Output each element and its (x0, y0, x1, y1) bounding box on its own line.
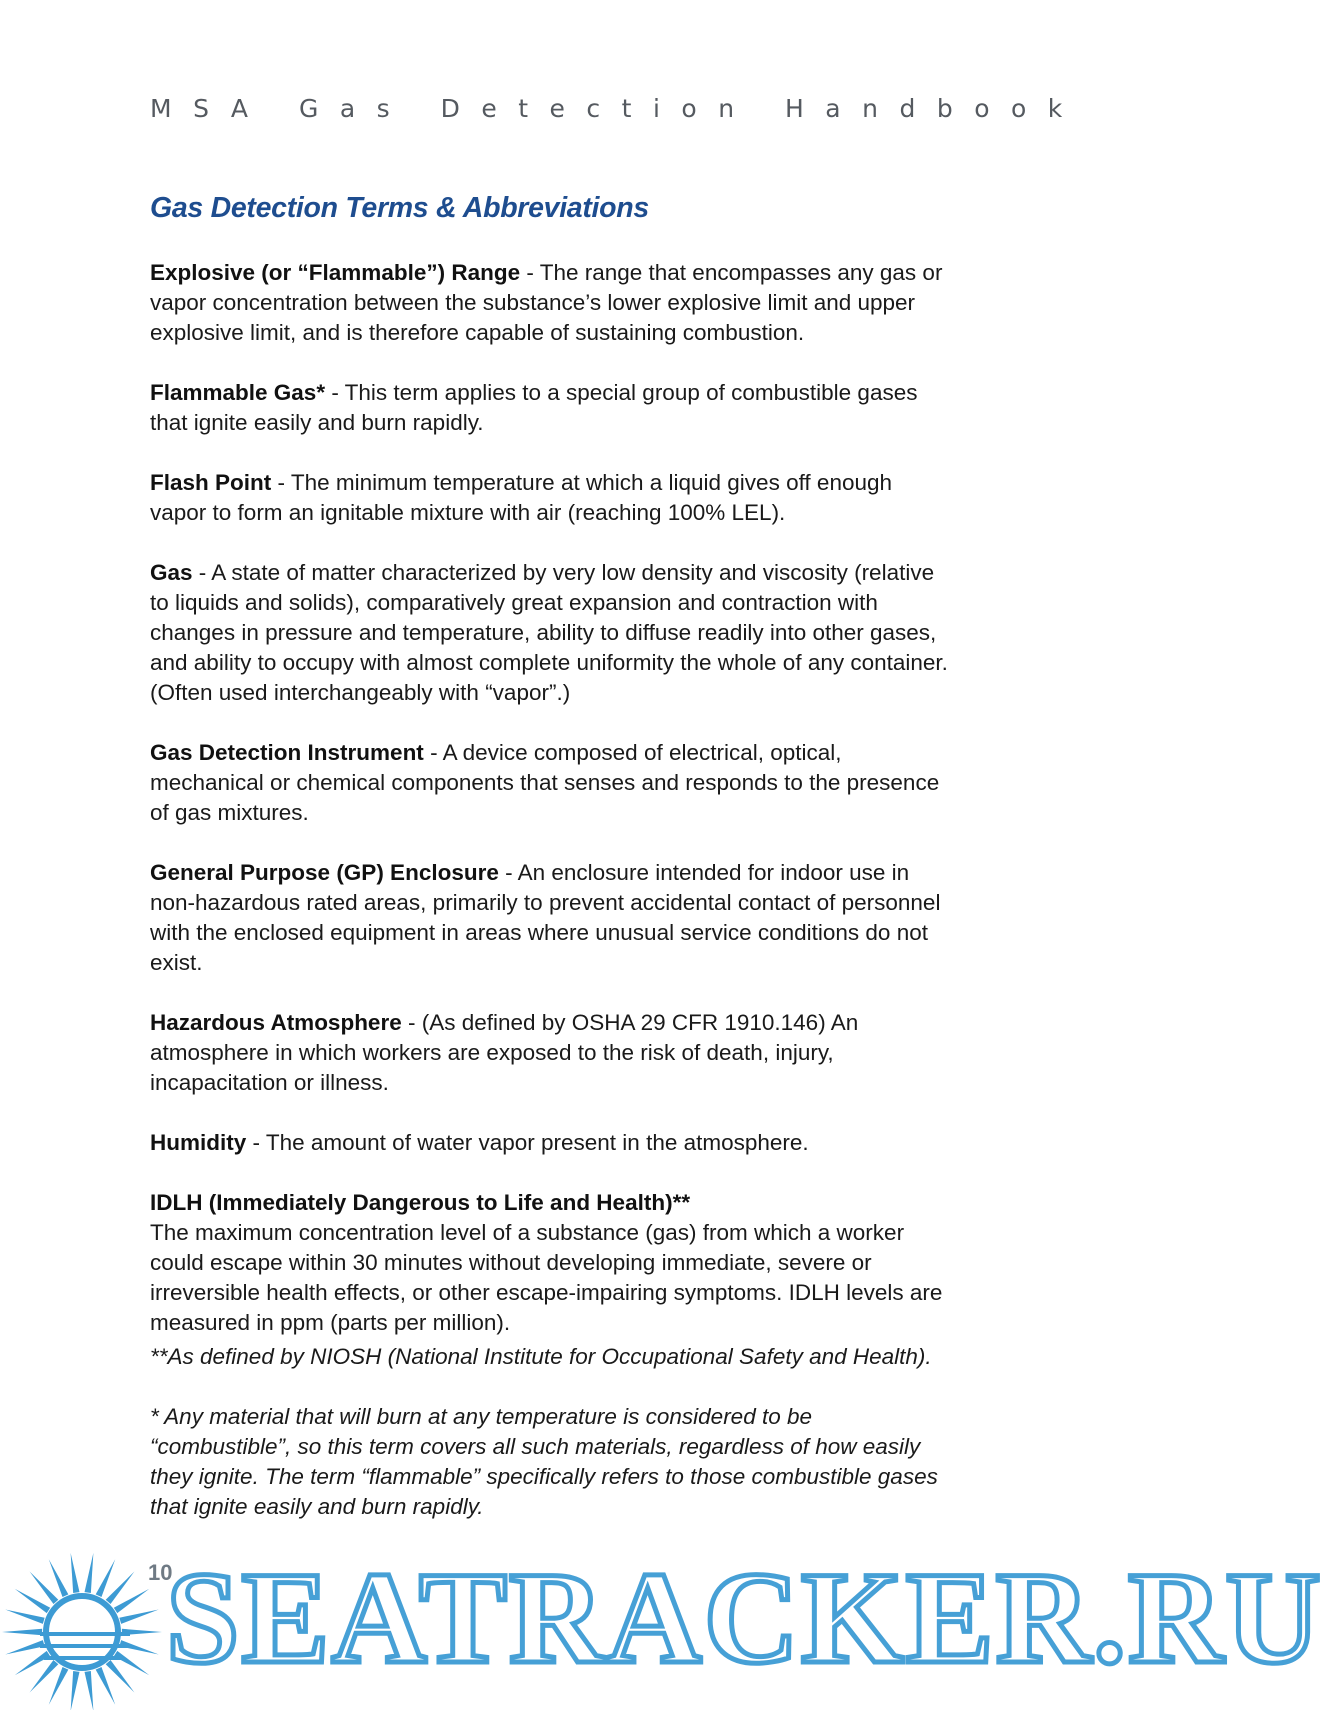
glossary-entry (150, 1128, 950, 1158)
term-definition: The range that encompasses any gas or vapor concentration between the substance’s lower explosive limit and upper explosive limit, and is therefore capable of sustaining combustion. (150, 260, 943, 345)
glossary-body (150, 258, 950, 1522)
sun-ray (96, 1559, 116, 1597)
sun-ray (5, 1609, 44, 1623)
term-name: Hazardous Atmosphere (150, 1010, 402, 1035)
term-separator: - (401, 1010, 422, 1035)
sun-logo-icon (0, 1540, 173, 1710)
sun-ray (15, 1651, 50, 1675)
glossary-entry (150, 468, 950, 528)
glossary-entry (150, 738, 950, 828)
term-separator: - (246, 1130, 266, 1155)
term-definition: An enclosure intended for indoor use in non-hazardous rated areas, primarily to prevent accidental contact of personnel with the enclosed equipment in areas where unusual service conditions do not exist. (150, 860, 941, 975)
sun-ray (71, 1553, 80, 1593)
sun-ray (96, 1667, 116, 1705)
term-definition: The amount of water vapor present in the atmosphere. (265, 1130, 809, 1155)
sun-ray (49, 1667, 69, 1705)
sun-ray (49, 1559, 69, 1597)
term-separator: - (520, 260, 540, 285)
section-title: Gas Detection Terms & Abbreviations (150, 192, 649, 224)
term-name: General Purpose (GP) Enclosure (150, 860, 499, 885)
term-separator: - (271, 470, 291, 495)
glossary-entry (150, 258, 950, 348)
idlh-term: IDLH (Immediately Dangerous to Life and Health)** (150, 1190, 691, 1215)
glossary-entry (150, 378, 950, 438)
sun-ray (85, 1553, 94, 1593)
term-name: Humidity (150, 1130, 247, 1155)
term-name: Explosive (or “Flammable”) Range (150, 260, 521, 285)
idlh-definition: The maximum concentration level of a substance (gas) from which a worker could escape within 30 minutes without developing immediate, severe or irreversible health effects, or other escape-impairing symptoms. IDLH levels are measured in ppm (parts per million). (150, 1220, 943, 1335)
term-name: Flash Point (150, 470, 272, 495)
sun-ray (71, 1671, 80, 1710)
term-separator: - (325, 380, 345, 405)
glossary-entry (150, 858, 950, 978)
term-definition: This term applies to a special group of combustible gases that ignite easily and burn rapidly. (150, 380, 918, 435)
glossary-entry (150, 1008, 950, 1098)
sun-ray (85, 1671, 94, 1710)
glossary-entry (150, 558, 950, 708)
term-name: Flammable Gas* (150, 380, 326, 405)
sun-ray (114, 1589, 149, 1613)
idlh-entry (150, 1188, 950, 1372)
sun-ray (114, 1651, 149, 1675)
sun-ray (119, 1609, 158, 1623)
sun-ray (2, 1629, 42, 1635)
page-number: 10 (148, 1560, 173, 1585)
term-separator: - (498, 860, 518, 885)
watermark-text: SEATRACKER.RU (166, 1544, 1323, 1691)
term-separator: - (192, 560, 212, 585)
term-name: Gas Detection Instrument (150, 740, 424, 765)
term-definition: A state of matter characterized by very low density and viscosity (relative to liquids and solids), comparatively great expansion and contraction with changes in pressure and temperature, ability to diffuse readily into other gases, and ability to occupy with almost complete uniformity the whole of any container. (Often used interchangeably with “vapor”.) (150, 560, 948, 705)
running-header: MSA Gas Detection Handbook (150, 94, 1084, 123)
term-definition: The minimum temperature at which a liquid gives off enough vapor to form an ignitable mixture with air (reaching 100% LEL). (150, 470, 893, 525)
footnote: * Any material that will burn at any temperature is considered to be “combustible”, so this term covers all such materials, regardless of how easily they ignite. The term “flammable” specifically refers to those combustible gases that ignite easily and burn rapidly. (150, 1404, 938, 1519)
term-definition: (As defined by OSHA 29 CFR 1910.146) An atmosphere in which workers are exposed to the risk of death, injury, incapacitation or illness. (150, 1010, 859, 1095)
term-definition: A device composed of electrical, optical, mechanical or chemical components that senses and responds to the presence of gas mixtures. (150, 740, 940, 825)
term-name: Gas (150, 560, 193, 585)
idlh-note: **As defined by NIOSH (National Institute for Occupational Safety and Health). (150, 1344, 932, 1369)
sun-ray (5, 1640, 44, 1654)
sun-ray (15, 1589, 50, 1613)
term-separator: - (423, 740, 443, 765)
